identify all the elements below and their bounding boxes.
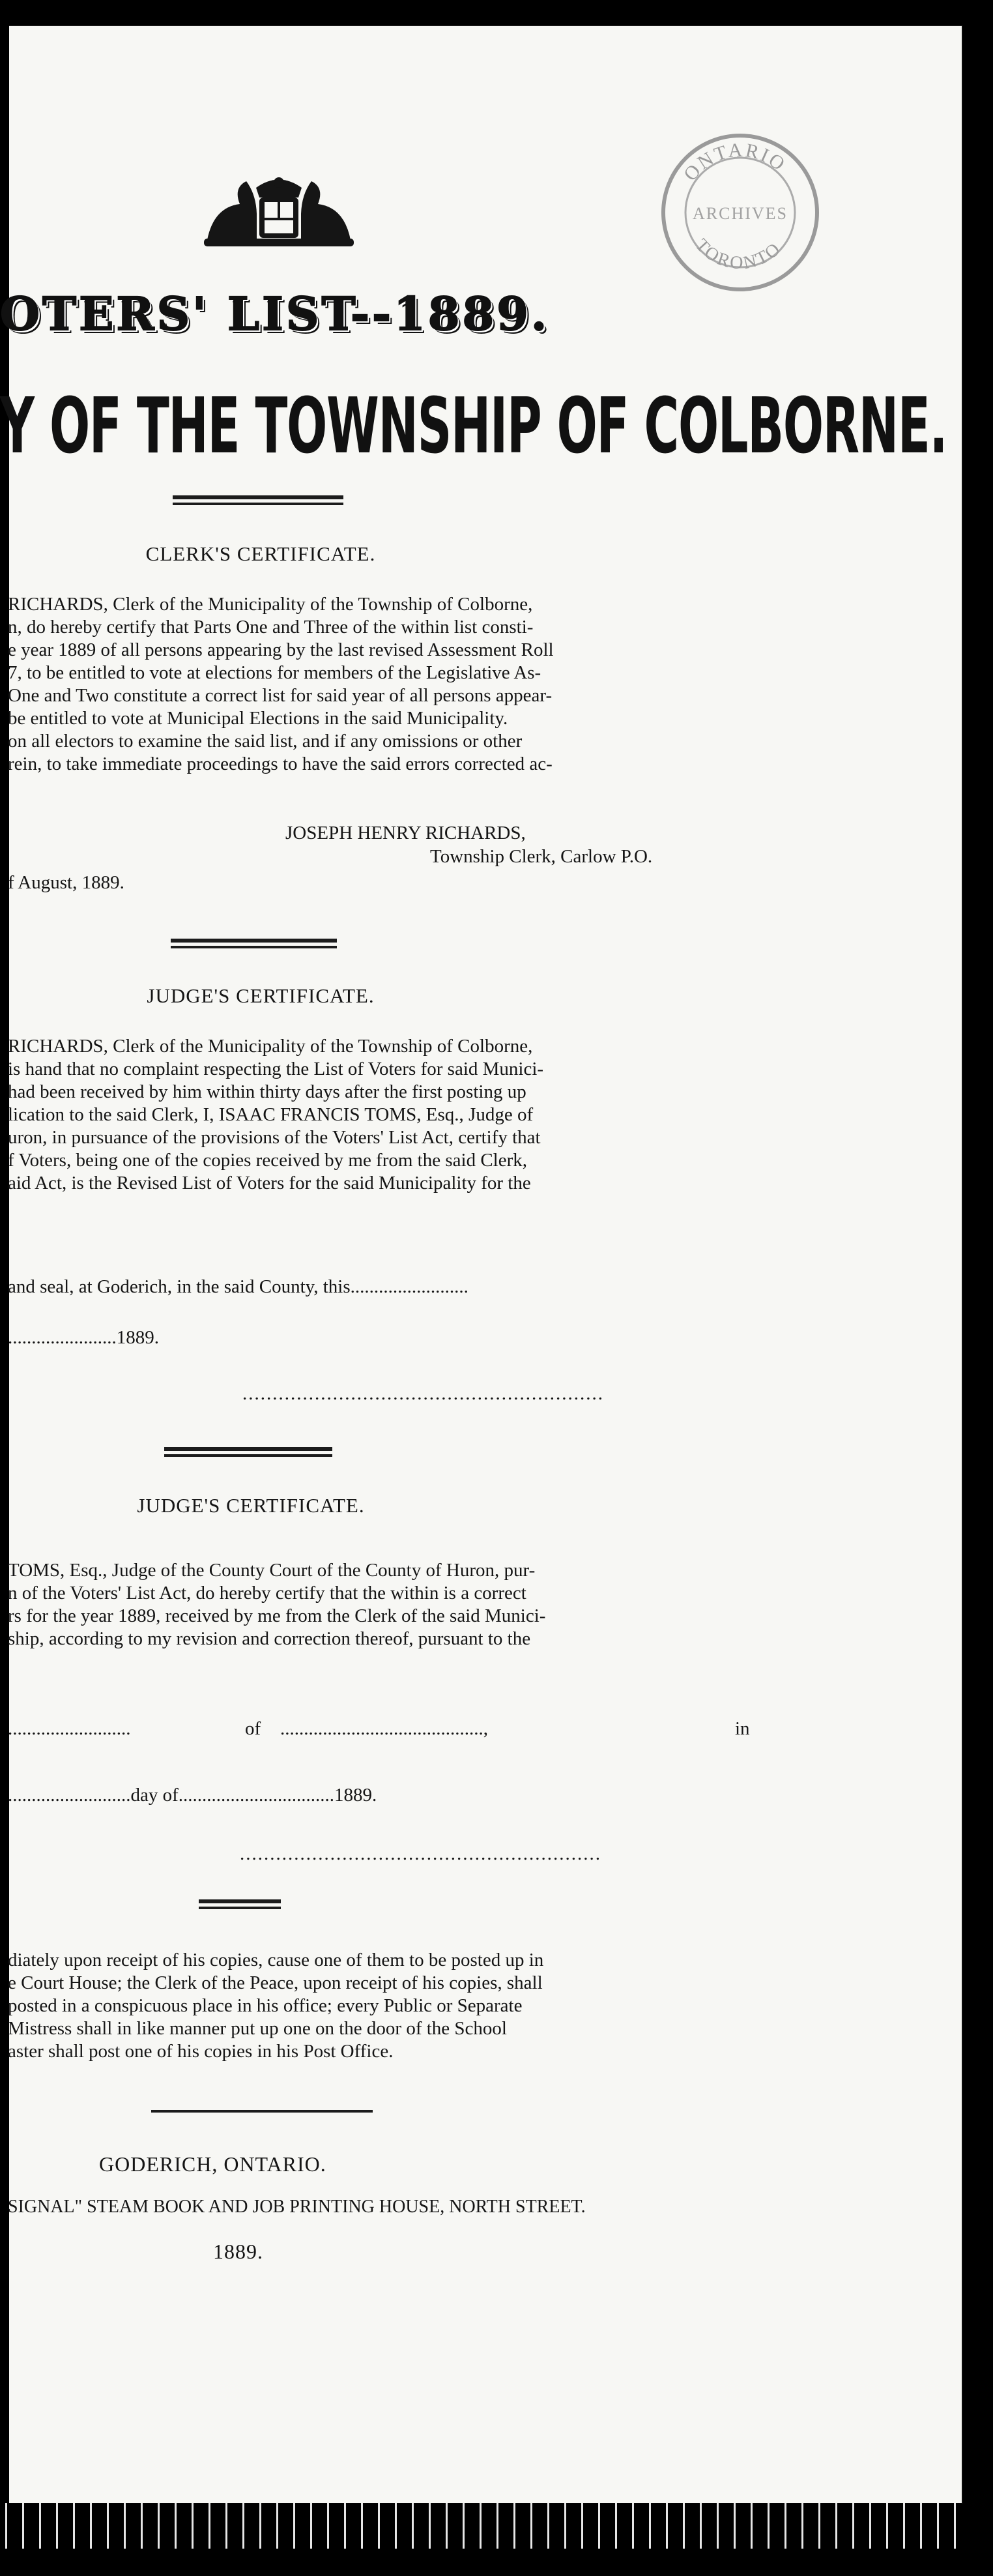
royal-crest-icon xyxy=(194,168,364,253)
svg-text:ARCHIVES: ARCHIVES xyxy=(692,204,788,223)
judge-certificate-2-line: n of the Voters' List Act, do hereby certify that the within is a correct xyxy=(8,1583,526,1603)
divider-5 xyxy=(151,2110,373,2113)
judge-certificate-1-line: RICHARDS, Clerk of the Municipality of the Township of Colborne, xyxy=(8,1036,533,1057)
scan-film-border xyxy=(5,2503,962,2549)
clerk-certificate-line: be entitled to vote at Municipal Elections in the said Municipality. xyxy=(8,708,508,729)
posting-note-line: posted in a conspicuous place in his office; every Public or Separate xyxy=(8,1995,523,2016)
title-voters-list: OTERS' LIST--1889. xyxy=(0,287,550,341)
clerk-signature-name: JOSEPH HENRY RICHARDS, xyxy=(285,823,526,843)
archive-stamp xyxy=(658,130,822,295)
svg-text:ONTARIO: ONTARIO xyxy=(679,139,790,185)
clerk-certificate-heading: CLERK'S CERTIFICATE. xyxy=(145,542,376,565)
judge-certificate-1-heading: JUDGE'S CERTIFICATE. xyxy=(147,984,375,1007)
divider-3 xyxy=(164,1447,332,1451)
clerk-certificate-line: RICHARDS, Clerk of the Municipality of the Township of Colborne, xyxy=(8,594,533,615)
judge-certificate-1-line: aid Act, is the Revised List of Voters for the said Municipality for the xyxy=(8,1173,531,1193)
judge-certificate-2-place-right: ..........................................., xyxy=(280,1718,488,1739)
clerk-certificate-line: e year 1889 of all persons appearing by the last revised Assessment Roll xyxy=(8,639,554,660)
judge-certificate-2-day-line: ..........................day of.................................1889. xyxy=(8,1785,377,1806)
footer-city: GODERICH, ONTARIO. xyxy=(99,2152,326,2176)
footer-year: 1889. xyxy=(213,2240,263,2263)
clerk-certificate-line: One and Two constitute a correct list for said year of all persons appear- xyxy=(8,685,553,706)
judge-certificate-2-heading: JUDGE'S CERTIFICATE. xyxy=(137,1494,365,1517)
judge-certificate-2-place-of: of xyxy=(245,1718,261,1739)
clerk-certificate-line: on all electors to examine the said list, and if any omissions or other xyxy=(8,731,523,752)
judge-certificate-1-line: had been received by him within thirty days after the first posting up xyxy=(8,1081,526,1102)
title-municipality: Y OF THE TOWNSHIP OF COLBORNE. xyxy=(0,381,947,471)
judge-certificate-2-line: rs for the year 1889, received by me from the Clerk of the said Munici- xyxy=(8,1605,546,1626)
clerk-certificate-line: n, do hereby certify that Parts One and Three of the within list consti- xyxy=(8,617,534,637)
clerk-certificate-line: rein, to take immediate proceedings to have the said errors corrected ac- xyxy=(8,754,553,774)
judge-certificate-1-year-line: .......................1889. xyxy=(8,1327,159,1348)
divider-4b xyxy=(199,1907,281,1909)
svg-text:TORONTO: TORONTO xyxy=(691,235,786,274)
divider-4 xyxy=(199,1899,281,1903)
judge-certificate-1-line: is hand that no complaint respecting the List of Voters for said Munici- xyxy=(8,1059,544,1079)
divider-1b xyxy=(173,503,343,505)
footer-printer: SIGNAL" STEAM BOOK AND JOB PRINTING HOUSE, NORTH STREET. xyxy=(8,2197,586,2217)
divider-2b xyxy=(171,946,337,948)
scan-border-top xyxy=(0,0,993,26)
posting-note-line: Mistress shall in like manner put up one on the door of the School xyxy=(8,2018,507,2039)
judge-certificate-2-place-in: in xyxy=(735,1718,750,1739)
judge-certificate-2-line: TOMS, Esq., Judge of the County Court of the County of Huron, pur- xyxy=(8,1560,536,1581)
divider-1 xyxy=(173,495,343,499)
judge-certificate-2-place-left: .......................... xyxy=(8,1718,131,1739)
posting-note-line: aster shall post one of his copies in his Post Office. xyxy=(8,2041,394,2062)
judge-certificate-2-signature-line: ............................................................ xyxy=(240,1843,601,1864)
posting-note-line: e Court House; the Clerk of the Peace, upon receipt of his copies, shall xyxy=(8,1972,543,1993)
judge-certificate-2-line: ship, according to my revision and correction thereof, pursuant to the xyxy=(8,1628,531,1649)
judge-certificate-1-line: lication to the said Clerk, I, ISAAC FRANCIS TOMS, Esq., Judge of xyxy=(8,1104,534,1125)
clerk-certificate-line: 7, to be entitled to vote at elections for members of the Legislative As- xyxy=(8,662,541,683)
judge-certificate-1-seal-line: and seal, at Goderich, in the said County, this......................... xyxy=(8,1276,468,1297)
judge-certificate-1-signature-line: ............................................................ xyxy=(242,1383,604,1404)
clerk-certificate-date: f August, 1889. xyxy=(8,872,124,893)
posting-note-line: diately upon receipt of his copies, cause one of them to be posted up in xyxy=(8,1950,544,1970)
divider-3b xyxy=(164,1454,332,1457)
divider-2 xyxy=(171,939,337,943)
judge-certificate-1-line: f Voters, being one of the copies received by me from the said Clerk, xyxy=(8,1150,528,1171)
judge-certificate-1-line: uron, in pursuance of the provisions of the Voters' List Act, certify that xyxy=(8,1127,541,1148)
clerk-signature-title: Township Clerk, Carlow P.O. xyxy=(430,846,653,867)
